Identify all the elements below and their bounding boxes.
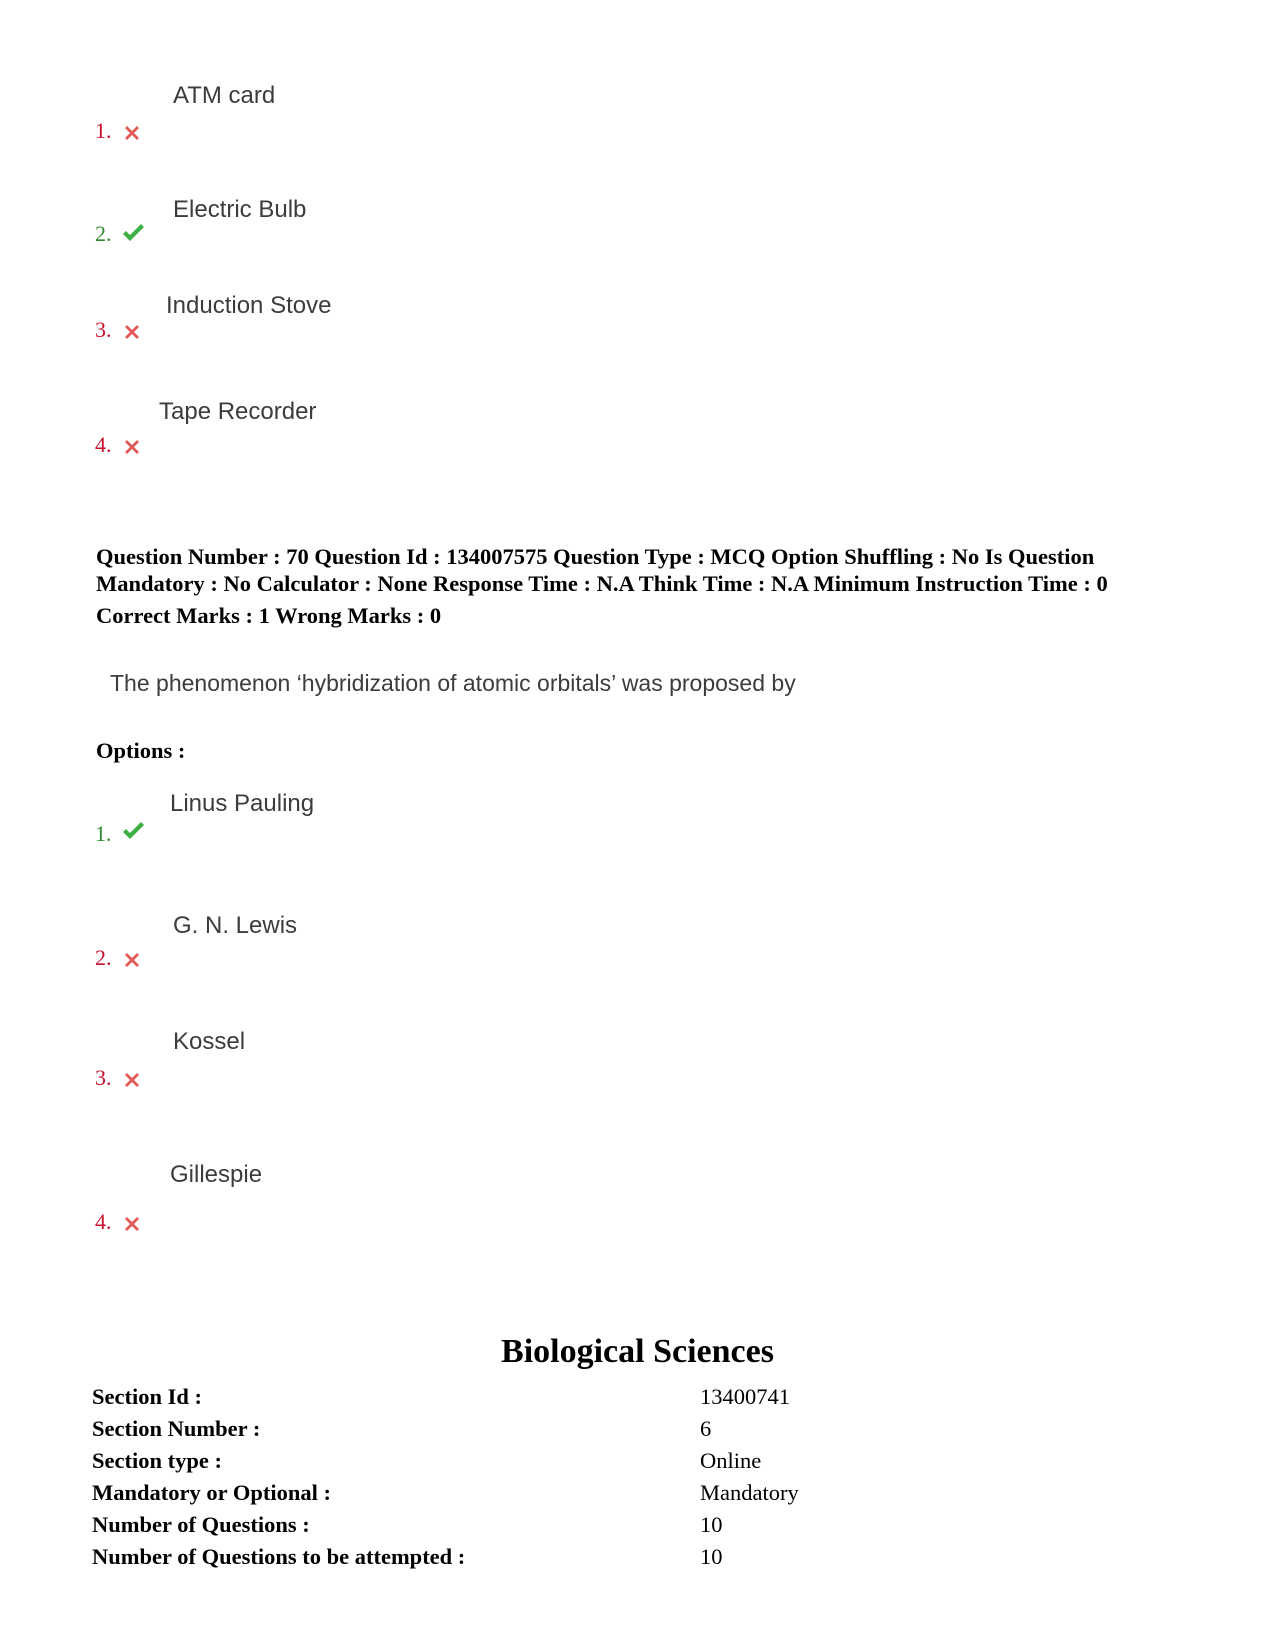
check-icon: [121, 820, 143, 842]
option-number: 1.: [95, 821, 112, 846]
option-text: Electric Bulb: [173, 196, 307, 223]
option-number: 3.: [95, 1065, 112, 1090]
cross-icon: [121, 1069, 143, 1091]
section-value: Online: [700, 1448, 762, 1473]
section-value: Mandatory: [700, 1480, 799, 1505]
option-text: Gillespie: [170, 1161, 263, 1188]
option-number: 2.: [95, 945, 112, 970]
meta-line-3: Correct Marks : 1 Wrong Marks : 0: [96, 603, 442, 628]
section-value: 10: [700, 1512, 723, 1537]
section-row-type: [0, 1448, 1275, 1478]
meta-line-1: Question Number : 70 Question Id : 134007575 Question Type : MCQ Option Shuffling : No Is Question: [96, 544, 1095, 569]
section-row-mandatory: [0, 1480, 1275, 1510]
cross-icon: [121, 949, 143, 971]
section-label: Section Number :: [92, 1416, 261, 1441]
meta-line-2: Mandatory : No Calculator : None Response Time : N.A Think Time : N.A Minimum Instruction Time : 0: [96, 571, 1108, 596]
section-row-questions: [0, 1512, 1275, 1542]
option-number: 4.: [95, 432, 112, 457]
option-text: Linus Pauling: [170, 790, 315, 817]
section-value: 13400741: [700, 1384, 790, 1409]
section-value: 10: [700, 1544, 723, 1569]
section-label: Number of Questions to be attempted :: [92, 1544, 466, 1569]
section-row-id: [0, 1384, 1275, 1414]
option-number: 1.: [95, 118, 112, 143]
cross-icon: [121, 122, 143, 144]
section-title: Biological Sciences: [501, 1333, 774, 1370]
section-label: Section Id :: [92, 1384, 203, 1409]
section-row-attempted: [0, 1544, 1275, 1574]
option-number: 3.: [95, 317, 112, 342]
option-text: Tape Recorder: [159, 398, 317, 425]
section-label: Mandatory or Optional :: [92, 1480, 331, 1505]
cross-icon: [121, 1213, 143, 1235]
options-label: Options :: [96, 738, 186, 763]
section-label: Section type :: [92, 1448, 222, 1473]
option-text: Induction Stove: [166, 292, 332, 319]
cross-icon: [121, 436, 143, 458]
question-meta: [96, 543, 1216, 629]
cross-icon: [121, 321, 143, 343]
option-text: Kossel: [173, 1028, 246, 1055]
check-icon: [121, 222, 143, 244]
question-text: The phenomenon ‘hybridization of atomic orbitals’ was proposed by: [110, 670, 796, 696]
option-number: 4.: [95, 1209, 112, 1234]
option-text: ATM card: [173, 82, 276, 109]
section-value: 6: [700, 1416, 712, 1441]
section-row-number: [0, 1416, 1275, 1446]
option-number: 2.: [95, 221, 112, 246]
option-text: G. N. Lewis: [173, 912, 298, 939]
section-label: Number of Questions :: [92, 1512, 310, 1537]
